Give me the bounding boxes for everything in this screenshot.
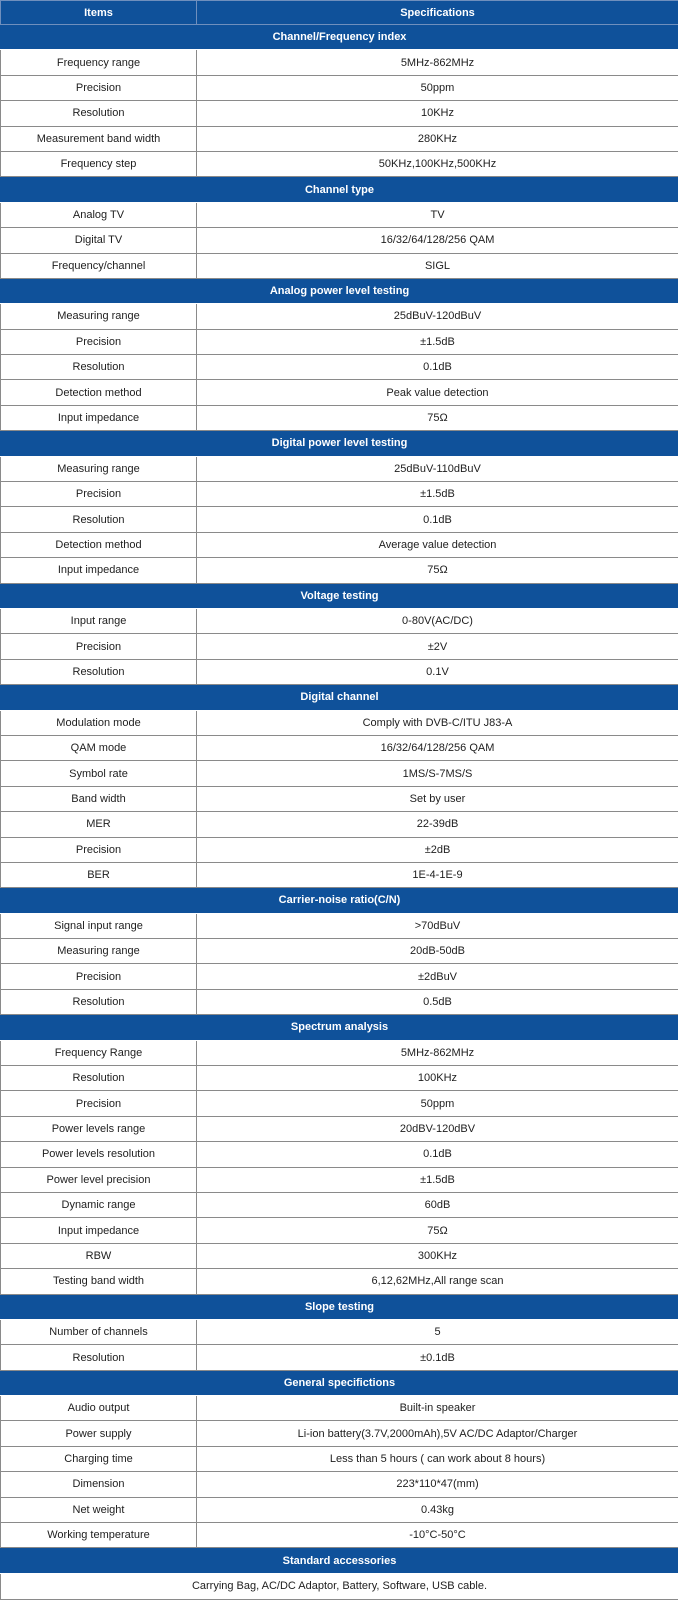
table-row (1, 532, 678, 557)
spec-cell: ±0.1dB (197, 1345, 678, 1370)
section-header-row (1, 177, 678, 202)
item-cell: Frequency/channel (1, 253, 197, 278)
section-header-row (1, 888, 678, 913)
section-title: Analog power level testing (269, 285, 410, 298)
table-body (1, 25, 678, 1600)
section-title-cell (1, 25, 678, 50)
table-row (1, 964, 678, 989)
accessories-text: Carrying Bag, AC/DC Adaptor, Battery, Software, USB cable. (1, 1573, 678, 1599)
item-cell: Dimension (1, 1472, 197, 1497)
section-title: Voltage testing (300, 589, 379, 602)
item-cell: Frequency range (1, 50, 197, 75)
items-column-header: Items (1, 1, 197, 25)
spec-cell: 5MHz-862MHz (197, 50, 678, 75)
table-row (1, 75, 678, 100)
spec-cell: 75Ω (197, 558, 678, 583)
item-cell: Resolution (1, 1345, 197, 1370)
table-row (1, 1319, 678, 1344)
table-row (1, 659, 678, 684)
section-header-row (1, 278, 678, 303)
item-cell: Resolution (1, 659, 197, 684)
accessories-header-row (1, 1548, 678, 1573)
item-cell: Precision (1, 482, 197, 507)
spec-cell: Peak value detection (197, 380, 678, 405)
table-row (1, 989, 678, 1014)
table-row (1, 304, 678, 329)
section-header-row (1, 583, 678, 608)
section-header-row (1, 1294, 678, 1319)
spec-cell: 5 (197, 1319, 678, 1344)
table-row (1, 507, 678, 532)
spec-cell: Li-ion battery(3.7V,2000mAh),5V AC/DC Adaptor/Charger (197, 1421, 678, 1446)
spec-cell: 100KHz (197, 1066, 678, 1091)
section-title-cell (1, 888, 678, 913)
item-cell: Measuring range (1, 939, 197, 964)
table-row (1, 228, 678, 253)
spec-cell: ±2dB (197, 837, 678, 862)
spec-cell: 75Ω (197, 1218, 678, 1243)
item-cell: Signal input range (1, 913, 197, 938)
item-cell: Resolution (1, 1066, 197, 1091)
spec-cell: 75Ω (197, 405, 678, 430)
section-title-cell (1, 1015, 678, 1040)
table-row (1, 202, 678, 227)
table-row (1, 1243, 678, 1268)
item-cell: Charging time (1, 1446, 197, 1471)
table-row (1, 710, 678, 735)
section-title: Slope testing (304, 1300, 375, 1313)
table-row (1, 50, 678, 75)
item-cell: Band width (1, 786, 197, 811)
item-cell: Power level precision (1, 1167, 197, 1192)
section-title-cell (1, 1294, 678, 1319)
section-title-cell (1, 278, 678, 303)
table-row (1, 1066, 678, 1091)
item-cell: Precision (1, 837, 197, 862)
table-row (1, 939, 678, 964)
spec-cell: 60dB (197, 1192, 678, 1217)
table-row (1, 1269, 678, 1294)
item-cell: Resolution (1, 101, 197, 126)
item-cell: Detection method (1, 532, 197, 557)
spec-cell: 6,12,62MHz,All range scan (197, 1269, 678, 1294)
section-title-cell (1, 1370, 678, 1395)
table-row (1, 253, 678, 278)
table-row (1, 812, 678, 837)
item-cell: Working temperature (1, 1523, 197, 1548)
table-row (1, 482, 678, 507)
item-cell: Power levels range (1, 1116, 197, 1141)
section-title: Spectrum analysis (290, 1021, 389, 1034)
spec-cell: 0.43kg (197, 1497, 678, 1522)
item-cell: Number of channels (1, 1319, 197, 1344)
table-row (1, 1497, 678, 1522)
section-title-cell (1, 685, 678, 710)
table-row (1, 1421, 678, 1446)
accessories-title-cell (1, 1548, 678, 1573)
table-row (1, 735, 678, 760)
item-cell: Detection method (1, 380, 197, 405)
table-row (1, 1218, 678, 1243)
section-title-cell (1, 583, 678, 608)
item-cell: Power supply (1, 1421, 197, 1446)
item-cell: Resolution (1, 989, 197, 1014)
table-row (1, 913, 678, 938)
spec-cell: 0.1dB (197, 355, 678, 380)
spec-cell: 0.1dB (197, 507, 678, 532)
specifications-column-header: Specifications (197, 1, 678, 25)
item-cell: Analog TV (1, 202, 197, 227)
table-row (1, 1116, 678, 1141)
table-row (1, 761, 678, 786)
table-row (1, 1472, 678, 1497)
section-title: Carrier-noise ratio(C/N) (278, 894, 401, 907)
table-row (1, 456, 678, 481)
section-title-cell (1, 431, 678, 456)
section-header-row (1, 685, 678, 710)
spec-cell: 16/32/64/128/256 QAM (197, 228, 678, 253)
spec-cell: 0.1V (197, 659, 678, 684)
item-cell: Precision (1, 1091, 197, 1116)
spec-cell: 1MS/S-7MS/S (197, 761, 678, 786)
table-row (1, 1091, 678, 1116)
spec-cell: SIGL (197, 253, 678, 278)
section-title-cell (1, 177, 678, 202)
spec-cell: ±2dBuV (197, 964, 678, 989)
spec-cell: 0-80V(AC/DC) (197, 608, 678, 633)
section-title: Channel type (304, 183, 375, 196)
spec-cell: 0.5dB (197, 989, 678, 1014)
item-cell: Measurement band width (1, 126, 197, 151)
spec-cell: 0.1dB (197, 1142, 678, 1167)
table-row (1, 786, 678, 811)
accessories-row (1, 1573, 678, 1599)
spec-cell: 10KHz (197, 101, 678, 126)
item-cell: Measuring range (1, 304, 197, 329)
item-cell: Dynamic range (1, 1192, 197, 1217)
spec-cell: ±1.5dB (197, 1167, 678, 1192)
item-cell: Precision (1, 964, 197, 989)
spec-cell: 50ppm (197, 1091, 678, 1116)
table-row (1, 329, 678, 354)
section-header-row (1, 1015, 678, 1040)
item-cell: Modulation mode (1, 710, 197, 735)
item-cell: Net weight (1, 1497, 197, 1522)
section-title: General specifictions (283, 1376, 396, 1389)
section-title: Channel/Frequency index (272, 31, 407, 44)
item-cell: Frequency step (1, 151, 197, 176)
table-row (1, 1396, 678, 1421)
table-row (1, 1523, 678, 1548)
section-title: Digital channel (300, 691, 379, 704)
spec-cell: 5MHz-862MHz (197, 1040, 678, 1065)
spec-cell: >70dBuV (197, 913, 678, 938)
item-cell: Precision (1, 329, 197, 354)
spec-cell: Average value detection (197, 532, 678, 557)
table-row (1, 634, 678, 659)
item-cell: Input impedance (1, 558, 197, 583)
item-cell: Resolution (1, 507, 197, 532)
spec-cell: TV (197, 202, 678, 227)
table-row (1, 1142, 678, 1167)
item-cell: Measuring range (1, 456, 197, 481)
item-cell: QAM mode (1, 735, 197, 760)
accessories-title: Standard accessories (282, 1554, 397, 1567)
item-cell: Symbol rate (1, 761, 197, 786)
table-row (1, 126, 678, 151)
item-cell: Audio output (1, 1396, 197, 1421)
item-cell: MER (1, 812, 197, 837)
item-cell: Precision (1, 75, 197, 100)
section-header-row (1, 1370, 678, 1395)
section-header-row (1, 25, 678, 50)
table-row (1, 1192, 678, 1217)
section-header-row (1, 431, 678, 456)
table-row (1, 151, 678, 176)
spec-cell: 223*110*47(mm) (197, 1472, 678, 1497)
table-row (1, 608, 678, 633)
spec-cell: 20dB-50dB (197, 939, 678, 964)
spec-cell: 280KHz (197, 126, 678, 151)
table-row (1, 380, 678, 405)
spec-cell: Set by user (197, 786, 678, 811)
table-row (1, 405, 678, 430)
spec-cell: ±2V (197, 634, 678, 659)
header-row (1, 1, 678, 25)
spec-cell: Less than 5 hours ( can work about 8 hours) (197, 1446, 678, 1471)
spec-cell: 50ppm (197, 75, 678, 100)
table-row (1, 355, 678, 380)
spec-cell: 20dBV-120dBV (197, 1116, 678, 1141)
item-cell: Testing band width (1, 1269, 197, 1294)
item-cell: Frequency Range (1, 1040, 197, 1065)
table-header (1, 1, 678, 25)
table-row (1, 1345, 678, 1370)
item-cell: Input impedance (1, 405, 197, 430)
table-row (1, 101, 678, 126)
table-row (1, 1446, 678, 1471)
spec-cell: Comply with DVB-C/ITU J83-A (197, 710, 678, 735)
spec-cell: Built-in speaker (197, 1396, 678, 1421)
spec-cell: 16/32/64/128/256 QAM (197, 735, 678, 760)
item-cell: BER (1, 862, 197, 887)
item-cell: Power levels resolution (1, 1142, 197, 1167)
item-cell: RBW (1, 1243, 197, 1268)
spec-cell: 1E-4-1E-9 (197, 862, 678, 887)
table-row (1, 1167, 678, 1192)
table-row (1, 862, 678, 887)
item-cell: Input range (1, 608, 197, 633)
item-cell: Resolution (1, 355, 197, 380)
item-cell: Precision (1, 634, 197, 659)
section-title: Digital power level testing (271, 437, 408, 450)
spec-cell: 300KHz (197, 1243, 678, 1268)
table-row (1, 558, 678, 583)
item-cell: Digital TV (1, 228, 197, 253)
spec-cell: 50KHz,100KHz,500KHz (197, 151, 678, 176)
spec-cell: 25dBuV-120dBuV (197, 304, 678, 329)
item-cell: Input impedance (1, 1218, 197, 1243)
spec-cell: -10°C-50°C (197, 1523, 678, 1548)
spec-cell: 22-39dB (197, 812, 678, 837)
spec-cell: 25dBuV-110dBuV (197, 456, 678, 481)
table-row (1, 1040, 678, 1065)
spec-cell: ±1.5dB (197, 329, 678, 354)
spec-cell: ±1.5dB (197, 482, 678, 507)
table-row (1, 837, 678, 862)
